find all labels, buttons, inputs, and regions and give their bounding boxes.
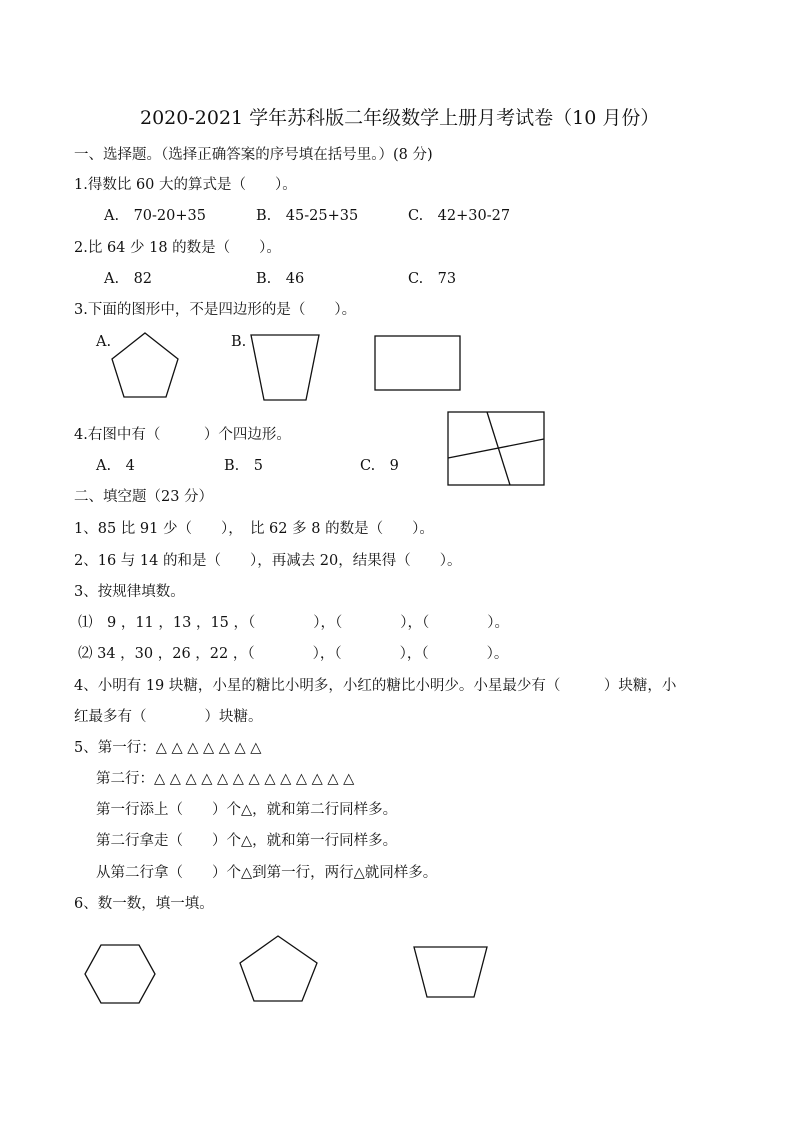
fill-question-5-a: 第一行添上（ ）个△，就和第二行同样多。 — [96, 802, 398, 818]
question-1-option-b: B. 45-25+35 — [256, 208, 359, 224]
fill-question-4-line-1: 4、小明有 19 块糖，小星的糖比小明多，小红的糖比小明少。小星最少有（ ）块糖，小 — [74, 678, 677, 694]
fill-question-2: 2、16 与 14 的和是（ ），再减去 20，结果得（ ）。 — [74, 553, 462, 569]
fill-question-1: 1、85 比 91 少（ ）， 比 62 多 8 的数是（ ）。 — [74, 521, 434, 537]
pentagon-shape — [110, 331, 182, 401]
fill-question-3-sequence-2: ⑵ 34 ，30 ，26 ，22 ，（ ），（ ），（ ）。 — [78, 646, 509, 662]
question-4-stem: 4.右图中有（ ）个四边形。 — [74, 427, 291, 443]
fill-question-6: 6、数一数，填一填。 — [74, 896, 214, 912]
page-title: 2020-2021 学年苏科版二年级数学上册月考试卷（10 月份） — [140, 107, 660, 129]
rectangle-shape — [374, 335, 462, 393]
fill-question-4-line-2: 红最多有（ ）块糖。 — [74, 709, 263, 725]
question-2-stem: 2.比 64 少 18 的数是（ ）。 — [74, 240, 281, 256]
question-3-option-b-label: B. — [231, 334, 247, 350]
question-2-option-c: C. 73 — [408, 271, 457, 287]
question-4-option-b: B. 5 — [224, 458, 263, 474]
divided-rectangle-figure — [447, 411, 547, 489]
question-2-option-a: A. 82 — [104, 271, 153, 287]
fill-question-3-sequence-1: ⑴ 9 ，11 ，13 ，15 ，（ ），（ ），（ ）。 — [78, 615, 510, 631]
fill-question-5-row-2: 第二行：△ △ △ △ △ △ △ △ △ △ △ △ △ — [96, 771, 355, 787]
question-3-stem: 3.下面的图形中，不是四边形的是（ ）。 — [74, 302, 357, 318]
section1-heading: 一、选择题。（选择正确答案的序号填在括号里。）(8 分) — [74, 147, 433, 163]
question-2-option-b: B. 46 — [256, 271, 305, 287]
pentagon-shape-2 — [238, 934, 320, 1004]
question-1-option-a: A. 70-20+35 — [104, 208, 206, 224]
fill-question-5-row-1: 5、第一行：△ △ △ △ △ △ △ — [74, 740, 262, 756]
fill-question-5-c: 从第二行拿（ ）个△到第一行，两行△就同样多。 — [96, 865, 438, 881]
question-4-option-a: A. 4 — [96, 458, 135, 474]
trapezoid-shape — [250, 333, 322, 403]
hexagon-shape — [83, 943, 157, 1005]
question-1-option-c: C. 42+30-27 — [408, 208, 511, 224]
fill-question-3: 3、按规律填数。 — [74, 584, 185, 600]
fill-question-5-b: 第二行拿走（ ）个△，就和第一行同样多。 — [96, 833, 398, 849]
trapezoid-shape-2 — [412, 945, 490, 1001]
question-1-stem: 1.得数比 60 大的算式是（ ）。 — [74, 177, 297, 193]
question-4-option-c: C. 9 — [360, 458, 399, 474]
question-3-option-a-label: A. — [96, 334, 112, 350]
section2-heading: 二、填空题（23 分） — [74, 489, 214, 505]
